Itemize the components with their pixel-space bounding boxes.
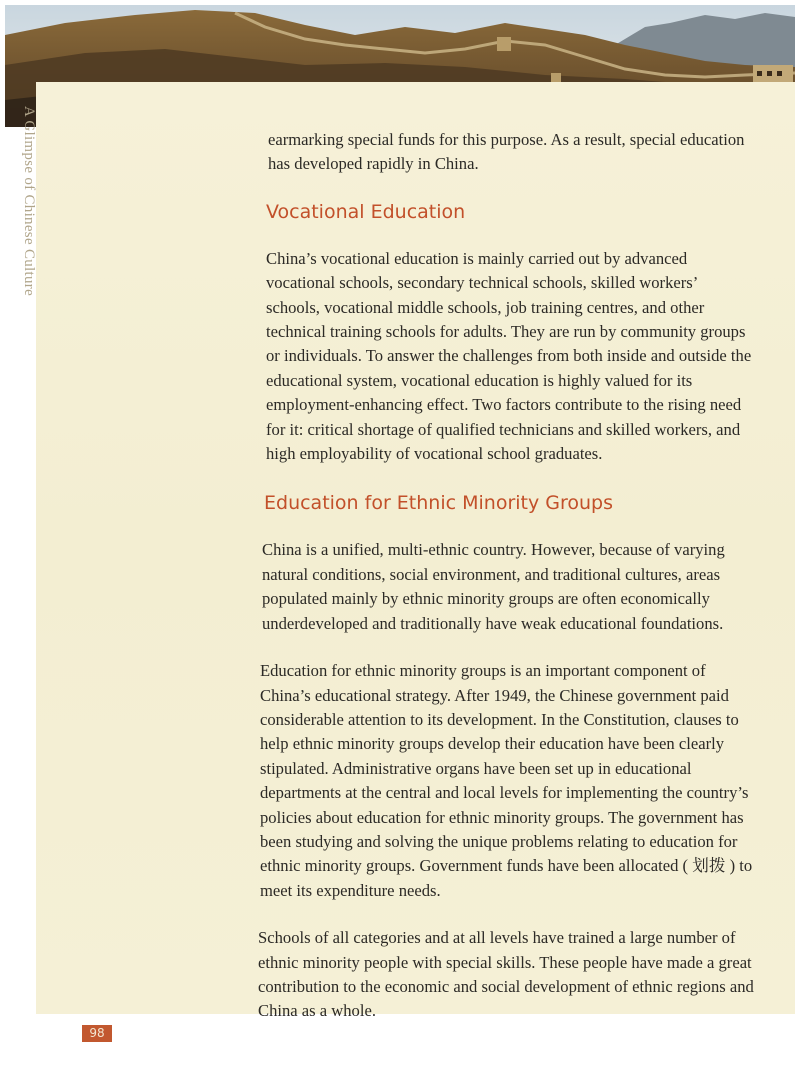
ethnic-minority-paragraph-1: China is a unified, multi-ethnic country. However, because of varying natural conditions, social environment, and traditional cultures, areas populated mainly by ethnic minority groups are often economically underdeveloped and traditionally have weak educational foundations. bbox=[262, 540, 725, 633]
intro-paragraph: earmarking special funds for this purpose. As a result, special education has developed rapidly in China. bbox=[268, 130, 745, 174]
ethnic-minority-paragraph-3: Schools of all categories and at all levels have trained a large number of ethnic minority people with special skills. These people have made a great contribution to the economic and social development of ethnic regions and China as a whole. bbox=[258, 928, 754, 1021]
heading-vocational-education: Vocational Education bbox=[266, 200, 466, 223]
book-side-title: A Glimpse of Chinese Culture bbox=[21, 106, 37, 297]
ethnic-minority-paragraph-2: Education for ethnic minority groups is an important component of China’s educational strategy. After 1949, the Chinese government paid considerable attention to its development. In the Constitution, clauses to help ethnic minority groups develop their education have been clearly stipulated. Administrative organs have been set up in educational departments at the central and local levels for implementing the country’s policies about education for ethnic minority groups. The government has been studying and solving the unique problems relating to education for ethnic minority groups. Government funds have been allocated ( 划拨 ) to meet its expenditure needs. bbox=[260, 661, 753, 900]
heading-ethnic-minority-education: Education for Ethnic Minority Groups bbox=[264, 492, 614, 515]
vocational-education-paragraph: China’s vocational education is mainly carried out by advanced vocational schools, secondary technical schools, skilled workers’ schools, vocational middle schools, job training centres, and other technical training schools for adults. They are run by community groups or individuals. To answer the challenges from both inside and outside the educational system, vocational education is highly valued for its employment-enhancing effect. Two factors contribute to the rising need for it: critical shortage of qualified technicians and skilled workers, and high employability of vocational school graduates. bbox=[266, 248, 752, 464]
page-content bbox=[254, 128, 754, 1024]
page-number: 98 bbox=[82, 1025, 112, 1042]
